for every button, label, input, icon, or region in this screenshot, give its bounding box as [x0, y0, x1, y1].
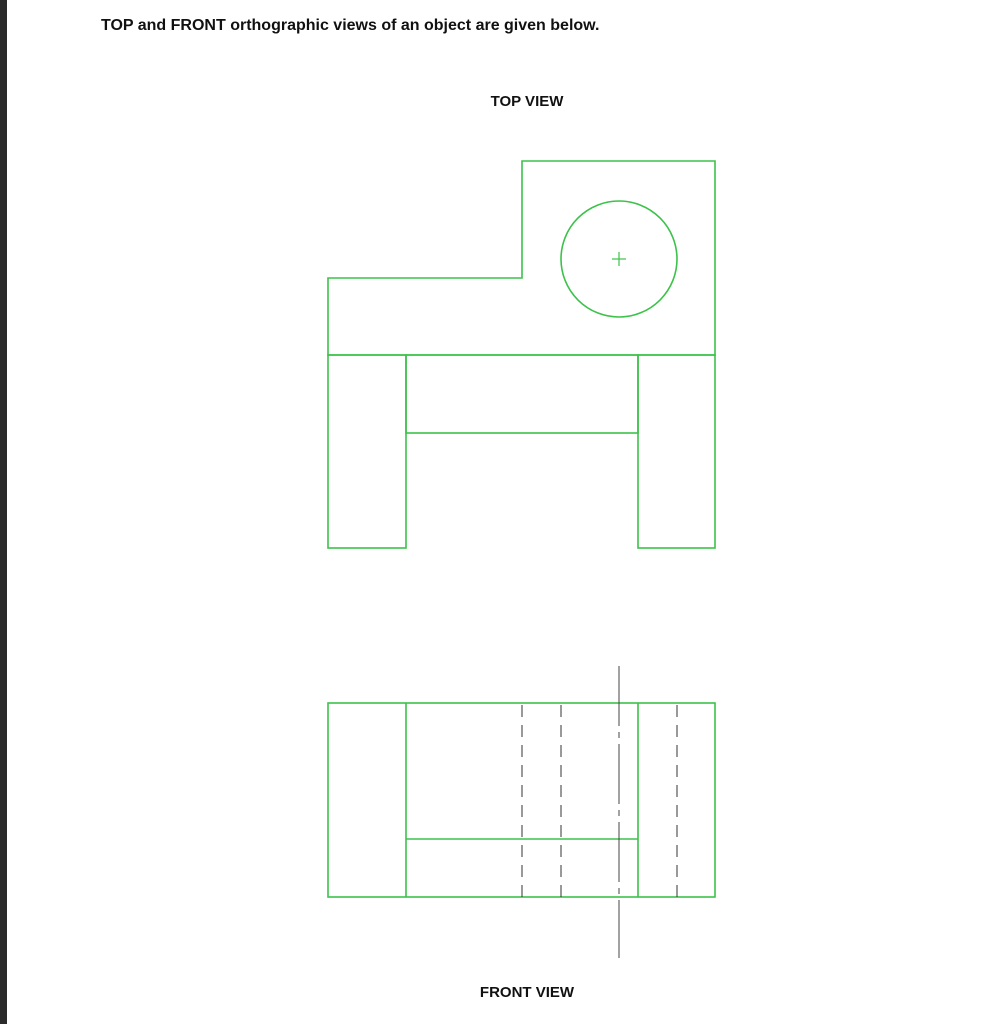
top-view [328, 161, 715, 548]
problem-statement: TOP and FRONT orthographic views of an object are given below. [101, 17, 600, 34]
top-view-middle-bridge [406, 355, 638, 433]
top-view-right-leg [638, 355, 715, 548]
top-view-label: TOP VIEW [490, 93, 564, 110]
top-view-left-leg [328, 355, 406, 548]
top-view-center-mark [612, 252, 626, 266]
front-view-hidden-lines [522, 705, 677, 897]
top-view-base-outline [328, 161, 715, 355]
front-view-label: FRONT VIEW [479, 984, 575, 1001]
